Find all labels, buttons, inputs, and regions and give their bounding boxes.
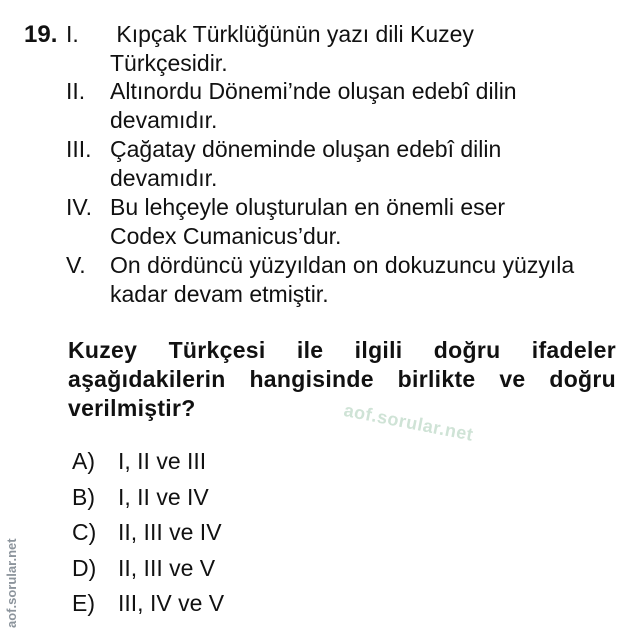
- watermark-center: aof.sorular.net: [342, 400, 476, 445]
- statement-roman: I.: [66, 21, 79, 47]
- statement-3: [66, 135, 626, 193]
- option-letter: D): [72, 554, 97, 581]
- option-letter: B): [72, 483, 95, 510]
- statement-5: [66, 251, 626, 309]
- option-a[interactable]: [72, 446, 224, 482]
- option-text: II, III ve IV: [118, 519, 222, 545]
- option-c[interactable]: [72, 517, 224, 553]
- option-text: II, III ve V: [118, 554, 216, 581]
- question-prompt: Kuzey Türkçesi ile ilgili doğru ifadeler aşağıdakilerin hangisinde birlikte ve doğru verilmiştir?: [68, 337, 616, 421]
- statement-text: On dördüncü yüzyıldan on dokuzuncu yüzyıla kadar devam etmiştir.: [110, 252, 575, 307]
- statement-roman: IV.: [66, 194, 93, 220]
- statement-roman: III.: [66, 136, 92, 162]
- statement-roman: II.: [66, 78, 86, 104]
- statement-text: Bu lehçeyle oluşturulan en önemli eser Codex Cumanicus’dur.: [110, 194, 506, 249]
- watermark-side: aof.sorular.net: [4, 538, 19, 628]
- option-text: I, II ve III: [118, 448, 207, 474]
- statement-text: Çağatay döneminde oluşan edebî dilin devamıdır.: [110, 136, 502, 191]
- option-letter: A): [72, 448, 95, 474]
- option-letter: E): [72, 590, 95, 616]
- statement-1: [66, 20, 626, 78]
- statement-roman: V.: [66, 252, 86, 278]
- option-d[interactable]: [72, 553, 224, 589]
- option-text: I, II ve IV: [118, 483, 209, 510]
- option-e[interactable]: [72, 588, 224, 624]
- option-text: III, IV ve V: [118, 590, 225, 616]
- statement-2: [66, 77, 626, 135]
- answer-options: [72, 446, 224, 624]
- statement-text: Altınordu Dönemi’nde oluşan edebî dilin devamıdır.: [110, 78, 517, 133]
- question-number: 19.: [24, 21, 58, 48]
- option-b[interactable]: [72, 482, 224, 518]
- statement-4: [66, 193, 626, 251]
- statement-text: Kıpçak Türklüğünün yazı dili Kuzey Türkçesidir.: [110, 21, 480, 76]
- option-letter: C): [72, 519, 97, 545]
